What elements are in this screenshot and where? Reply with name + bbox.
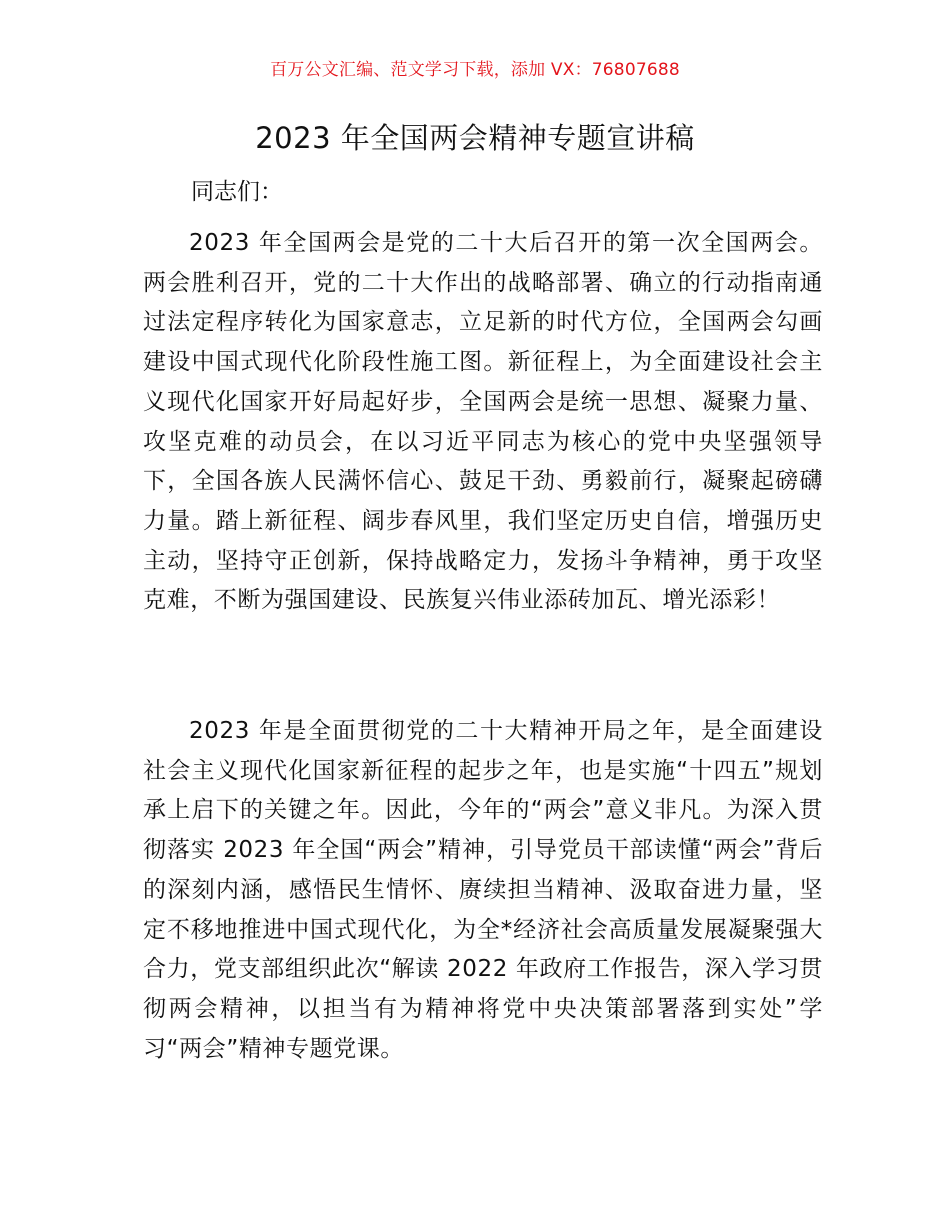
greeting: 同志们： xyxy=(191,179,283,205)
paragraph: 2023 年全国两会是党的二十大后召开的第一次全国两会。两会胜利召开，党的二十大作出的战略部署、确立的行动指南通过法定程序转化为国家意志，立足新的时代方位，全国两会勾画建设中国式现代化阶段性施工图。新征程上，为全面建设社会主义现代化国家开好局起好步，全国两会是统一思想、凝聚力量、攻坚克难的动员会，在以习近平同志为核心的党中央坚强领导下，全国各族人民满怀信心、鼓足干劲、勇毅前行，凝聚起磅礴力量。踏上新征程、阔步春风里，我们坚定历史自信，增强历史主动，坚持守正创新，保持战略定力，发扬斗争精神，勇于攻坚克难，不断为强国建设、民族复兴伟业添砖加瓦、增光添彩！ xyxy=(143,230,823,614)
document-title: 2023 年全国两会精神专题宣讲稿 xyxy=(255,121,695,155)
watermark-header: 百万公文汇编、范文学习下载，添加 VX：76807688 xyxy=(270,60,680,80)
paragraph: 2023 年是全面贯彻党的二十大精神开局之年，是全面建设社会主义现代化国家新征程的起步之年，也是实施“十四五”规划承上启下的关键之年。因此，今年的“两会”意义非凡。为深入贯彻落实 2023 年全国“两会”精神，引导党员干部读懂“两会”背后的深刻内涵，感悟民生情怀、赓续担当精神、汲取奋进力量，坚定不移地推进中国式现代化，为全*经济社会高质量发展凝聚强大合力，党支部组织此次“解读 2022 年政府工作报告，深入学习贯彻两会精神，以担当有为精神将党中央决策部署落到实处”学习“两会”精神专题党课。 xyxy=(143,718,823,1062)
